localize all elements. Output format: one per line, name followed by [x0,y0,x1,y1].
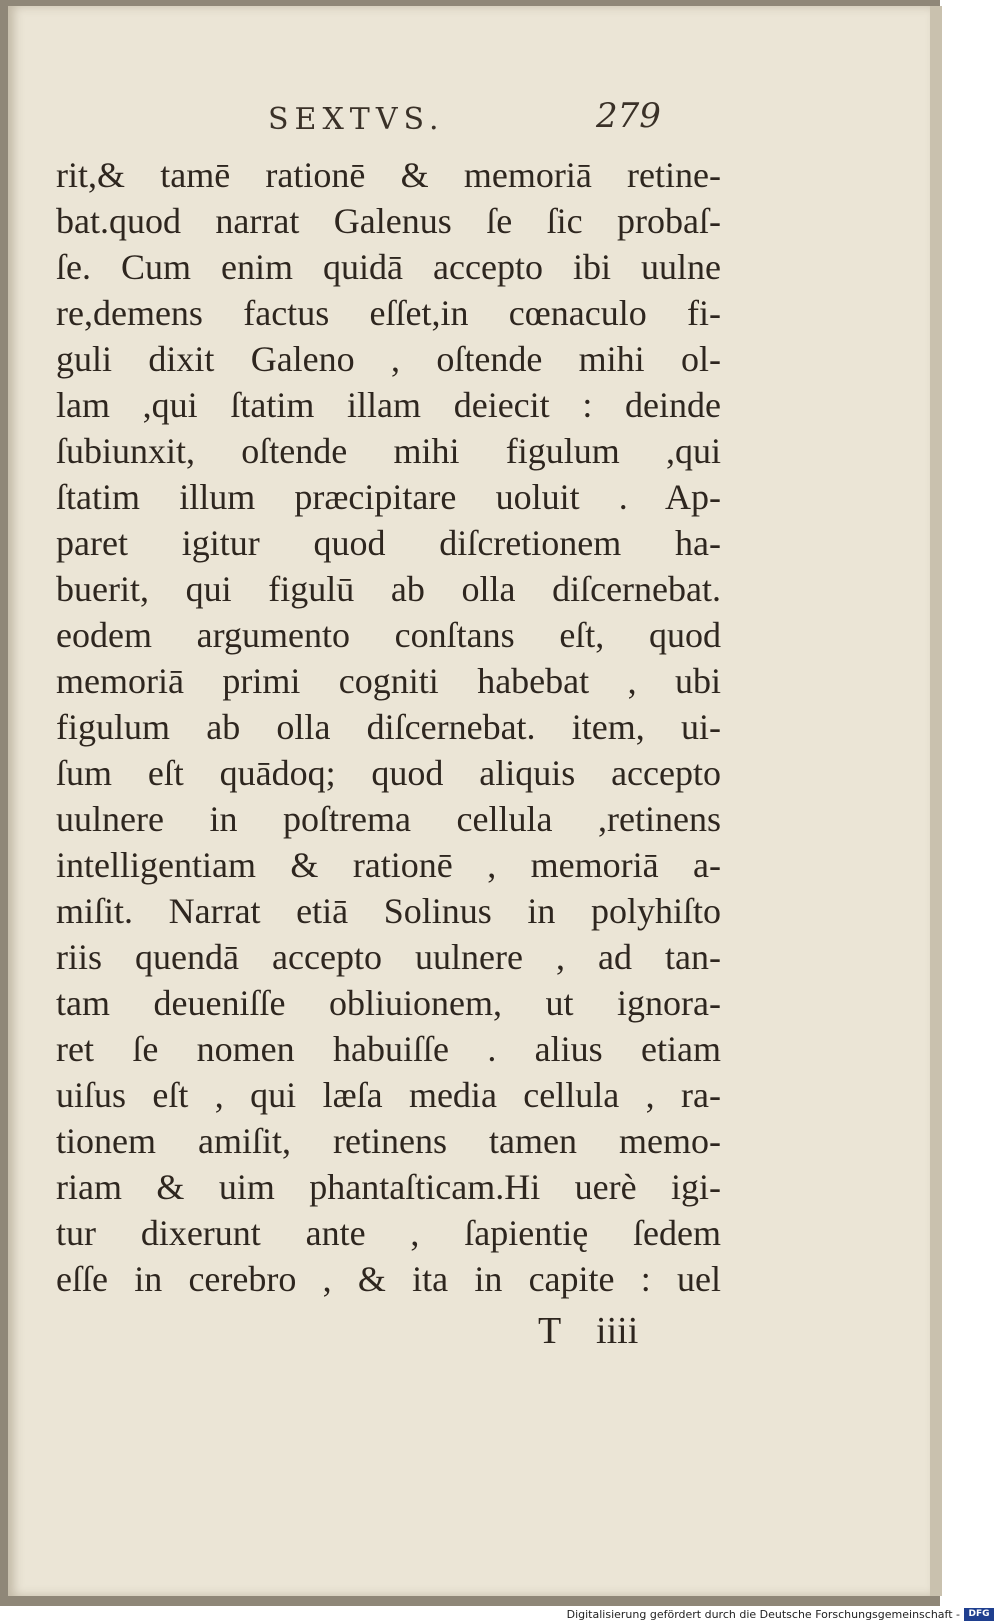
text-line: eodem argumento conſtans eſt, quod [56,615,721,655]
text-line: ret ſe nomen habuiſſe . alius etiam [56,1029,721,1069]
text-line: re,demens factus eſſet,in cœnaculo fi- [56,293,721,333]
text-line: tionem amiſit, retinens tamen memo- [56,1121,721,1161]
text-line: tam deueniſſe obliuionem, ut ignora- [56,983,721,1023]
text-line: uiſus eſt , qui læſa media cellula , ra- [56,1075,721,1115]
text-line: bat.quod narrat Galenus ſe ſic probaſ- [56,201,721,241]
dfg-logo: DFG [964,1608,994,1621]
text-line: rit,& tamē rationē & memoriā retine- [56,155,721,195]
text-line: buerit, qui figulū ab olla diſcernebat. [56,569,721,609]
text-line: riis quendā accepto uulnere , ad tan- [56,937,721,977]
text-line: miſit. Narrat etiā Solinus in polyhiſto [56,891,721,931]
text-line: eſſe in cerebro , & ita in capite : uel [56,1259,721,1299]
body-text [56,152,721,1302]
text-line: tur dixerunt ante , ſapientię ſedem [56,1213,721,1253]
text-line: ſe. Cum enim quidā accepto ibi uulne [56,247,721,287]
text-line: memoriā primi cogniti habebat , ubi [56,661,721,701]
text-line: paret igitur quod diſcretionem ha- [56,523,721,563]
text-line: riam & uim phantaſticam.Hi uerè igi- [56,1167,721,1207]
book-page [8,6,942,1596]
text-line: uulnere in poſtrema cellula ,retinens [56,799,721,839]
text-line: lam ,qui ſtatim illam deiecit : deinde [56,385,721,425]
text-line: figulum ab olla diſcernebat. item, ui- [56,707,721,747]
footer-credit: Digitalisierung gefördert durch die Deutsche Forschungsgemeinschaft - [566,1608,960,1621]
text-line: ſubiunxit, oſtende mihi figulum ,qui [56,431,721,471]
text-line: ſum eſt quādoq; quod aliquis accepto [56,753,721,793]
text-line: guli dixit Galeno , oſtende mihi ol- [56,339,721,379]
signature-mark: T iiii [538,1310,639,1352]
text-line: ſtatim illum præcipitare uoluit . Ap- [56,477,721,517]
page-number: 279 [596,96,661,136]
running-head: SEXTVS. [268,102,445,137]
text-line: intelligentiam & rationē , memoriā a- [56,845,721,885]
